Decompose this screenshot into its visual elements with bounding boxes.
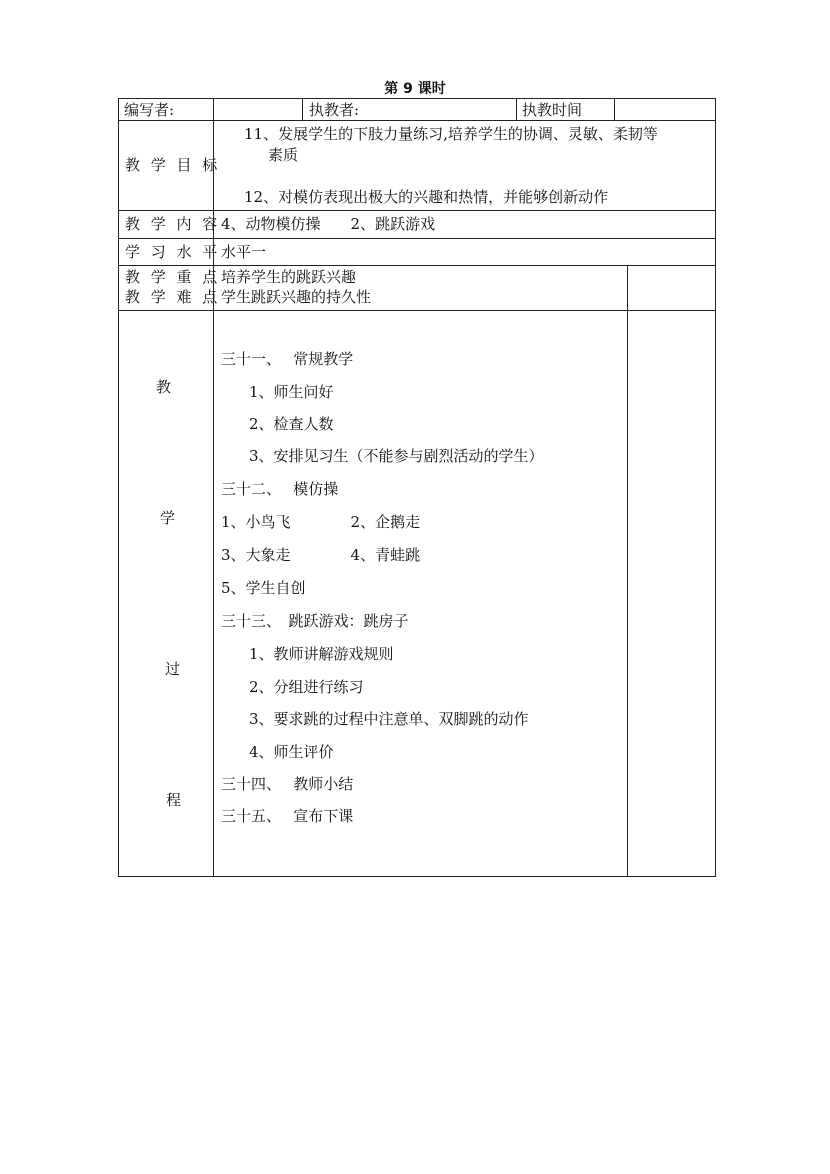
objective-1: 11、发展学生的下肢力量练习,培养学生的协调、灵敏、柔韧等 (244, 125, 658, 143)
process-label-1: 教 (156, 378, 172, 396)
process-line: 1、师生问好 (249, 383, 334, 401)
process-label-2: 学 (160, 509, 176, 527)
level-text: 水平一 (221, 243, 267, 261)
level-label: 学 习 水 平 (125, 243, 221, 261)
process-line: 三十四、 教师小结 (221, 775, 354, 793)
objectives-label: 教 学 目 标 (125, 156, 221, 174)
process-line: 2、检查人数 (249, 415, 334, 433)
difficulty-label: 教 学 难 点 (125, 288, 221, 306)
objective-1-cont: 素质 (268, 146, 299, 164)
time-label: 执教时间 (522, 101, 583, 119)
process-line: 1、教师讲解游戏规则 (249, 645, 394, 663)
process-line: 2、分组进行练习 (249, 678, 364, 696)
process-line: 3、要求跳的过程中注意单、双脚跳的动作 (249, 710, 529, 728)
process-line: 5、学生自创 (221, 579, 306, 597)
process-line: 4、师生评价 (249, 743, 334, 761)
process-line: 三十五、 宣布下课 (221, 807, 354, 825)
process-line: 三十一、 常规教学 (221, 350, 354, 368)
process-line: 3、大象走 4、青蛙跳 (221, 546, 421, 564)
focus-label: 教 学 重 点 (125, 268, 221, 286)
difficulty-text: 学生跳跃兴趣的持久性 (221, 288, 372, 306)
process-line: 3、安排见习生（不能参与剧烈活动的学生） (249, 447, 544, 465)
process-label-3: 过 (165, 660, 181, 678)
content-text: 4、动物模仿操 2、跳跃游戏 (221, 215, 436, 233)
process-line: 1、小鸟飞 2、企鹅走 (221, 513, 421, 531)
process-line: 三十三、 跳跃游戏：跳房子 (221, 612, 409, 630)
content-label: 教 学 内 容 (125, 215, 221, 233)
objective-2: 12、对模仿表现出极大的兴趣和热情，并能够创新动作 (244, 188, 609, 206)
writer-label: 编写者: (124, 101, 175, 119)
process-label-4: 程 (166, 791, 182, 809)
teacher-label: 执教者: (309, 101, 360, 119)
process-line: 三十二、 模仿操 (221, 480, 339, 498)
focus-text: 培养学生的跳跃兴趣 (221, 268, 357, 286)
page-title: 第 9 课时 (384, 81, 446, 97)
